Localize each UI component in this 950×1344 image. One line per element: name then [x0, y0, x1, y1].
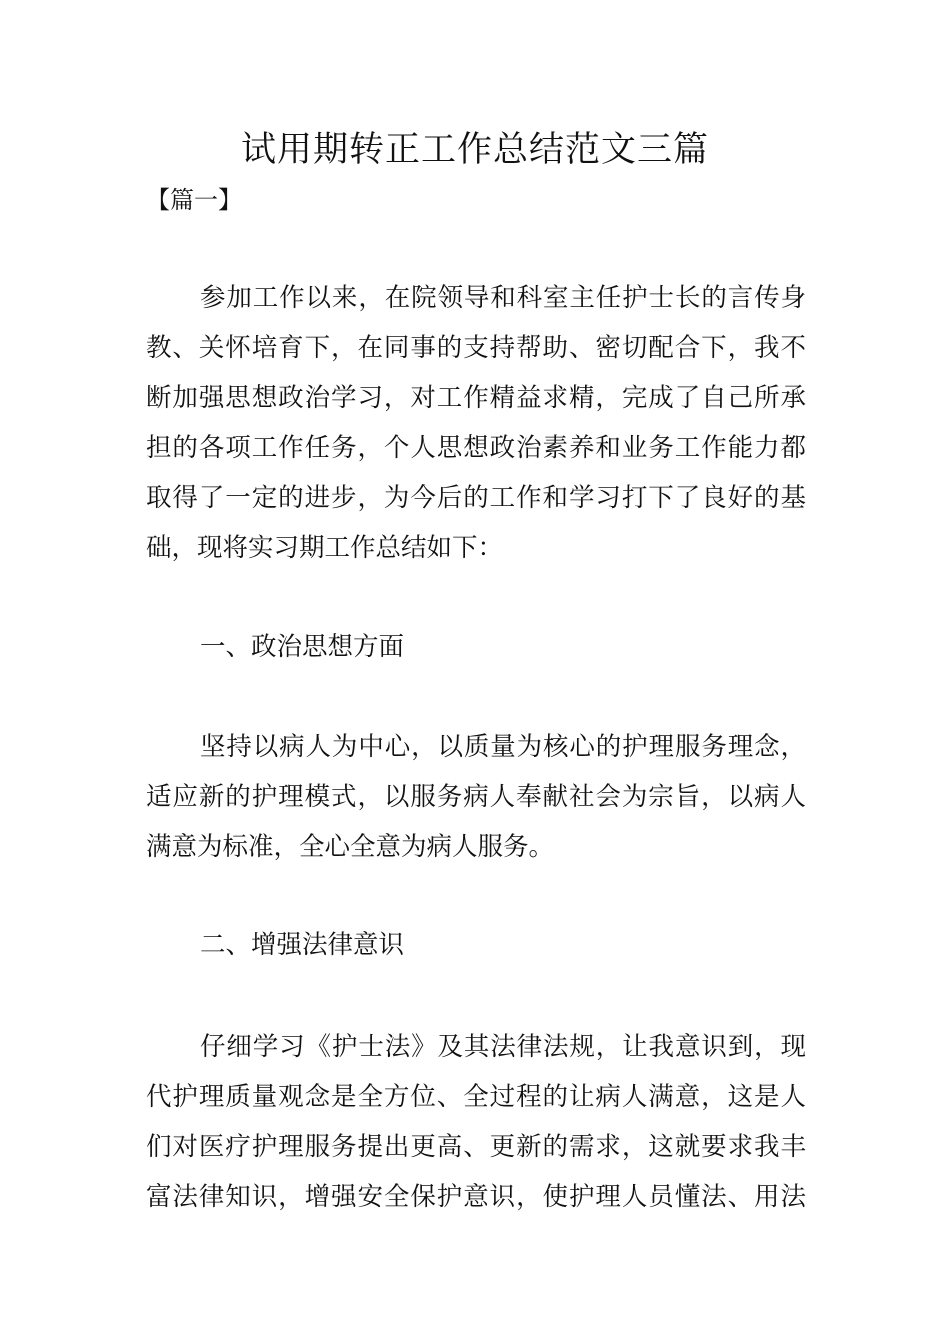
section-heading-law: 二、增强法律意识	[200, 930, 405, 960]
paragraph-line: 满意为标准，全心全意为病人服务。	[146, 832, 555, 862]
paragraph-line: 断加强思想政治学习，对工作精益求精，完成了自己所承	[146, 383, 806, 413]
paragraph-intro	[146, 273, 806, 573]
paragraph-line: 础，现将实习期工作总结如下：	[146, 533, 504, 563]
section-tag: 【篇一】	[146, 186, 242, 214]
paragraph-law	[146, 1022, 806, 1222]
paragraph-line: 参加工作以来，在院领导和科室主任护士长的言传身	[200, 283, 806, 313]
paragraph-line: 代护理质量观念是全方位、全过程的让病人满意，这是人	[146, 1082, 806, 1112]
paragraph-line: 教、关怀培育下，在同事的支持帮助、密切配合下，我不	[146, 333, 806, 363]
paragraph-line: 取得了一定的进步，为今后的工作和学习打下了良好的基	[146, 483, 806, 513]
paragraph-politics	[146, 722, 806, 872]
paragraph-line: 坚持以病人为中心，以质量为核心的护理服务理念，	[200, 732, 806, 762]
paragraph-line: 适应新的护理模式，以服务病人奉献社会为宗旨，以病人	[146, 782, 806, 812]
paragraph-line: 担的各项工作任务，个人思想政治素养和业务工作能力都	[146, 433, 806, 463]
paragraph-line: 仔细学习《护士法》及其法律法规，让我意识到，现	[200, 1032, 806, 1062]
section-heading-politics: 一、政治思想方面	[200, 632, 405, 662]
document-title: 试用期转正工作总结范文三篇	[240, 130, 709, 170]
paragraph-line: 富法律知识，增强安全保护意识，使护理人员懂法、用法	[146, 1182, 806, 1212]
paragraph-line: 们对医疗护理服务提出更高、更新的需求，这就要求我丰	[146, 1132, 806, 1162]
